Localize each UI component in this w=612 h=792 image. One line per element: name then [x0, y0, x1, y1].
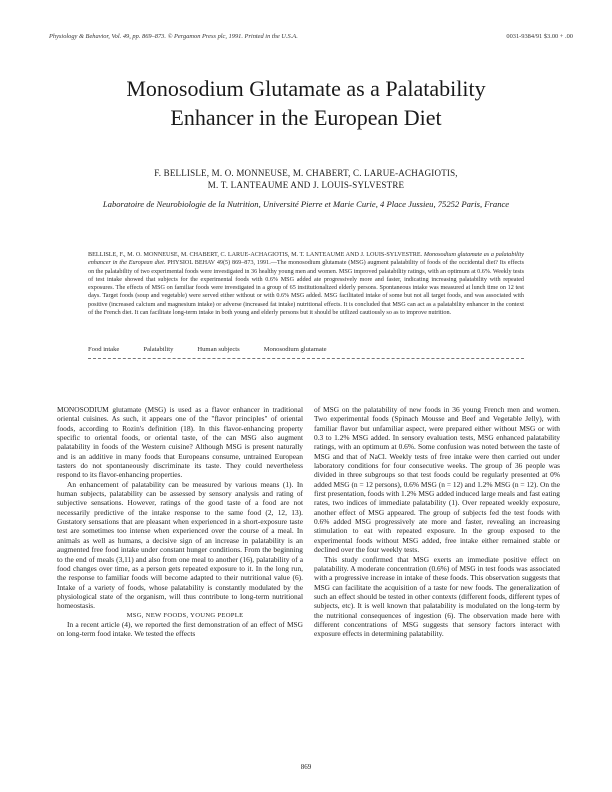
article-title — [0, 74, 612, 132]
journal-header — [49, 33, 573, 40]
paragraph: MONOSODIUM glutamate (MSG) is used as a flavor enhancer in traditional oriental cuisines. As such, it appears one of the "flavor principles" of oriental foods, according to Rozin's definition (18). In this flavor-enhancing property specific to oriental foods, or oriental taste, of the can MSG also augment palatability in foods of the Western cuisine? Although MSG is present naturally and is an additive in many foods that Europeans consume, untrained European tasters do not spontaneously discriminate its taste. They could nevertheless respond to its flavor-enhancing properties. — [57, 405, 303, 480]
keyword: Human subjects — [197, 346, 240, 353]
paragraph: In a recent article (4), we reported the first demonstration of an effect of MSG on long-term food intake. We tested the effects — [57, 619, 303, 639]
paragraph: of MSG on the palatability of new foods in 36 young French men and women. Two experimental foods (Spinach Mousse and Beef and Vegetable Jelly), with familiar flavor but unfamiliar aspect, were prepared either without MSG or with 0.3 to 1.2% MSG added. In sensory evaluation tests, MSG enhanced palatability ratings, with an optimum at 0.6%. Some confusion was noted between the taste of MSG and that of NaCl. Weekly tests of free intake were then carried out under laboratory conditions for four consecutive weeks. The group of 36 people was divided in three subgroups so that test foods could be regularly presented at 0% added MSG (n = 12 persons), 0.6% MSG (n = 12) and 1.2% MSG (n = 12). On the first presentation, foods with 1.2% MSG added induced large meals and fast eating rates, two indices of immediate palatability (1). Over repeated weekly exposure, another effect of MSG appeared. The group of subjects fed the test foods with 0.6% added MSG progressively ate more and faster, revealing an increasing stimulation to eat with repeated exposure. In the group exposed to the experimental foods without MSG added, free intake either remained stable or declined over the four weekly tests. — [314, 405, 560, 555]
keywords-divider — [88, 358, 524, 359]
journal-citation: Physiology & Behavior, Vol. 49, pp. 869–873. © Pergamon Press plc, 1991. Printed in the U.S.A. — [49, 33, 298, 40]
keyword: Palatability — [143, 346, 174, 353]
abstract-citation-title: Monosodium glutamate as a palatability enhancer in the European diet. — [88, 252, 524, 267]
paragraph: This study confirmed that MSG exerts an immediate positive effect on palatability. A moderate concentration (0.6%) of MSG in test foods was associated with a progressive increase in intake of these foods. This observation suggests that MSG can facilitate the acquisition of a taste for new foods. The generalization of such an effect should be tested in other contexts (different foods, different types of subjects, etc). It is well known that palatability is modulated on the long-term by the nutritional consequences of ingestion (6). The observation made here with different concentrations of MSG suggests that sensory factors interact with exposure effects in determining palatability. — [314, 554, 560, 639]
authors-line-2: M. T. LANTEAUME AND J. LOUIS-SYLVESTRE — [207, 180, 405, 190]
section-heading: MSG, NEW FOODS, YOUNG PEOPLE — [126, 611, 244, 619]
keyword: Monosodium glutamate — [263, 346, 327, 353]
keywords — [88, 346, 524, 353]
page-number: 869 — [300, 763, 312, 771]
paragraph: An enhancement of palatability can be measured by various means (1). In human subjects, palatability can be assessed by sensory analysis and rating of subjective sensations. However, ratings of the good taste of a food are not necessarily predictive of the intake response to the same food (2, 12, 13). Gustatory sensations that are pleasant when experienced in a short-exposure taste test are sometimes too intense when experienced over the course of a meal. In animals as well as humans, a decisive sign of an increase in palatability is an augmented free food intake under constant hunger conditions. From the beginning to the end of meals (3,11) and also from one meal to another (16), palatability of a food changes over time, as a person gets repeated exposure to it. In the long run, the response to familiar foods will become adapted to their nutritional value (6). Intake of a variety of foods, whose palatability is constantly modulated by the physiological state of the organism, will thus contribute to long-term nutritional homeostasis. — [57, 479, 303, 611]
title-line-1: Monosodium Glutamate as a Palatability — [126, 76, 486, 101]
left-column — [57, 405, 303, 639]
abstract-citation-source: PHYSIOL BEHAV 49(5) 869–873, 1991. — [167, 260, 271, 267]
right-column — [314, 405, 560, 639]
authors-line-1: F. BELLISLE, M. O. MONNEUSE, M. CHABERT, C. LARUE-ACHAGIOTIS, — [154, 168, 458, 178]
abstract-citation-authors: BELLISLE, F., M. O. MONNEUSE, M. CHABERT, C. LARUE-ACHAGIOTIS, M. T. LANTEAUME AND J. LOUIS-SYLVESTRE. — [88, 252, 423, 258]
affiliation: Laboratoire de Neurobiologie de la Nutrition, Université Pierre et Marie Curie, 4 Place Jussieu, 75252 Paris, France — [102, 199, 510, 209]
title-line-2: Enhancer in the European Diet — [170, 105, 442, 130]
abstract — [88, 251, 524, 317]
abstract-body: —The monosodium glutamate (MSG) augment palatability of foods of the occidental diet? Its effects on the palatability of two experimental foods were investigated in 36 healthy young men and women. MSG improved palatability ratings, with an optimum at 0.6%. Weekly tests of test intake showed that subjects for the experimental foods with 0.6% MSG added ate progressively more and faster, indicating increasing palatability with repeated exposures. The effects of MSG on familiar foods were investigated in a group of 65 institutionalized elderly persons. Spontaneous intake was measured at lunch time on 12 test days. Target foods (soup and vegetable) were served either without or with 0.6% MSG added. MSG facilitated intake of some but not all target foods, and was associated with positive (increased calcium and magnesium intake) or adverse (increased fat intake) nutritional effects. It is concluded that MSG can act as a palatability enhancer in the context of the French diet. It can facilitate long-term intake in both young and elderly persons but it should be utilized cautiously so as to improve nutrition. — [88, 260, 525, 317]
keyword: Food intake — [88, 346, 120, 353]
journal-code: 0031-9384/91 $3.00 + .00 — [506, 33, 573, 40]
author-list — [0, 167, 612, 191]
